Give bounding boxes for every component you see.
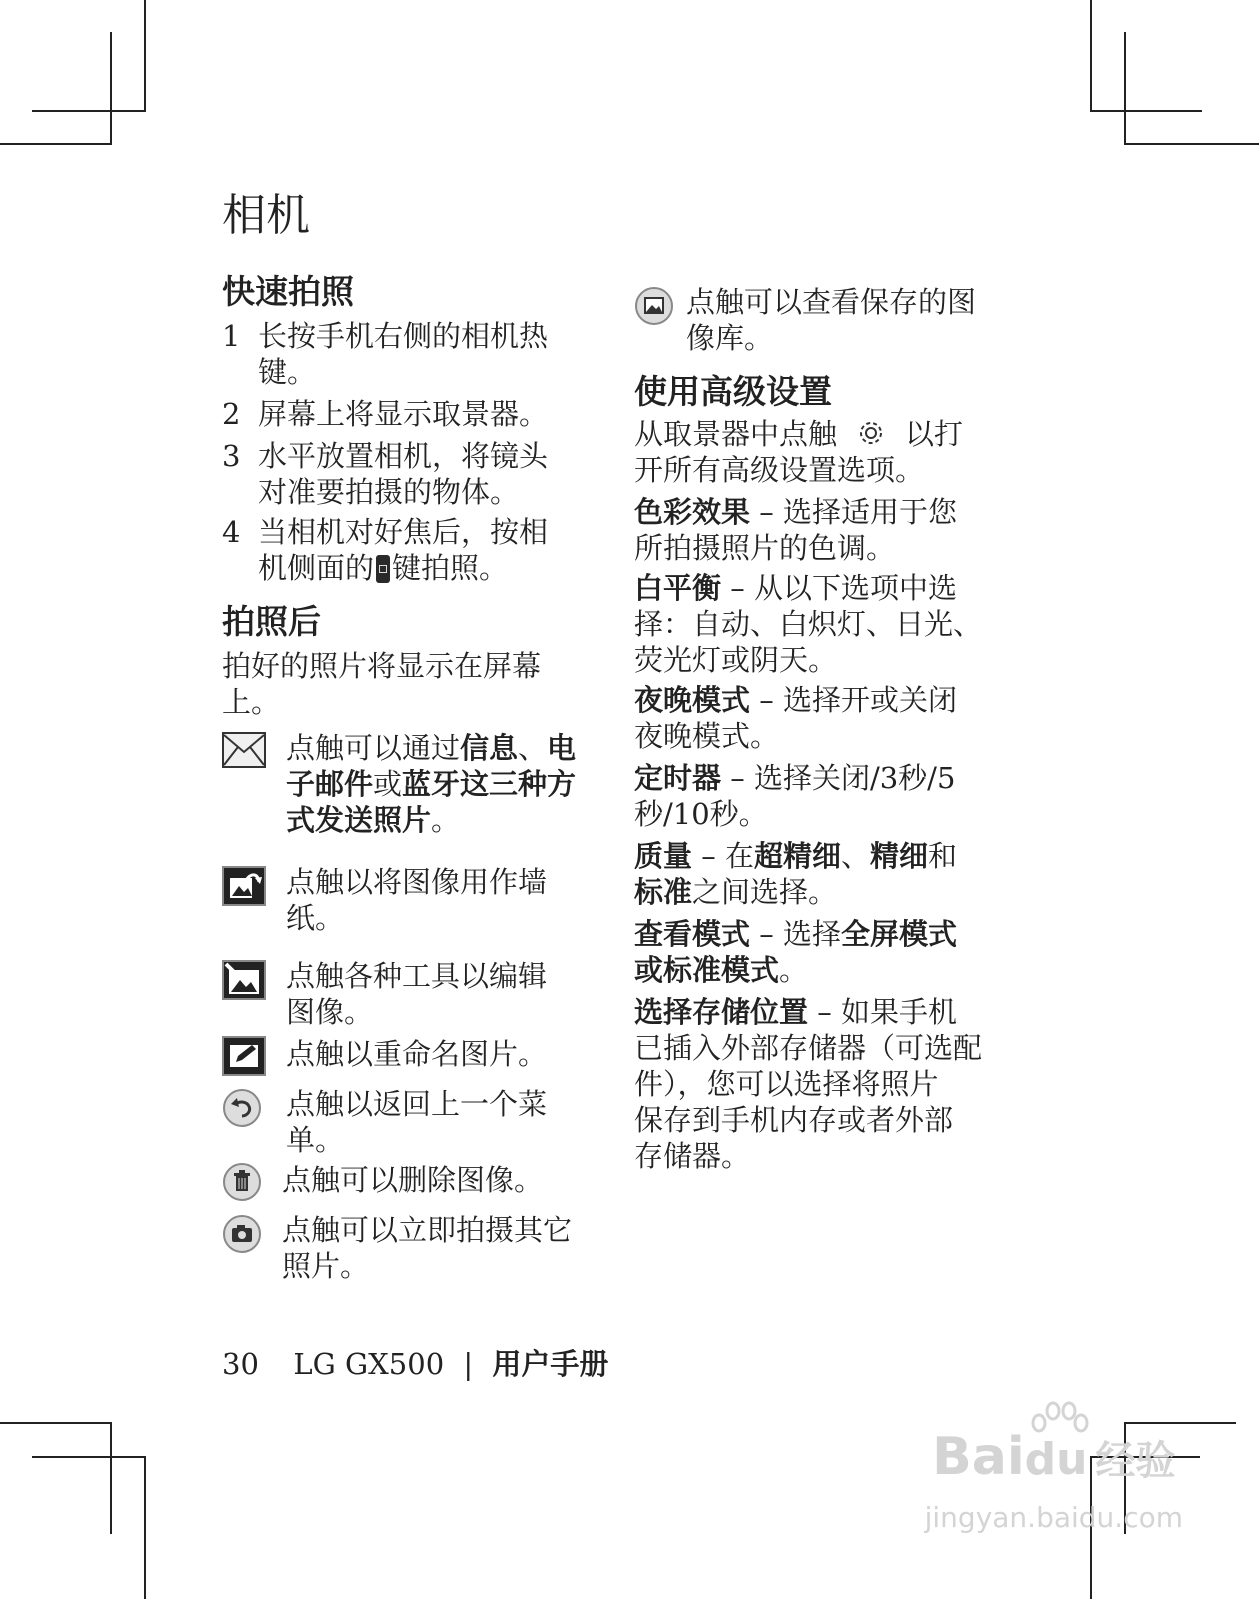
- camera-icon[interactable]: [222, 1214, 262, 1258]
- gallery-text: 点触可以查看保存的图 像库。: [686, 285, 977, 355]
- back-text: 点触以返回上一个菜 单。: [286, 1087, 548, 1157]
- crop-mark: [1124, 143, 1259, 145]
- crop-mark: [1090, 110, 1202, 112]
- setting-color-effect: 色彩效果 – 选择适用于您 所拍摄照片的色调。: [634, 495, 957, 565]
- step-number: 4: [222, 515, 241, 549]
- setting-night-mode: 夜晚模式 – 选择开或关闭 夜晚模式。: [634, 683, 957, 753]
- heading-advanced-settings: 使用高级设置: [634, 372, 832, 411]
- setting-white-balance: 白平衡 – 从以下选项中选 择：自动、白炽灯、日光、 荧光灯或阴天。: [634, 571, 983, 677]
- crop-mark: [32, 110, 146, 112]
- crop-mark: [110, 1422, 112, 1534]
- delete-text: 点触可以删除图像。: [282, 1163, 544, 1197]
- step-number: 2: [222, 397, 241, 431]
- step-text: 屏幕上将显示取景器。: [258, 397, 549, 431]
- crop-mark: [144, 0, 146, 112]
- model-name: LG GX500: [293, 1347, 445, 1381]
- step-number: 1: [222, 319, 241, 353]
- back-icon[interactable]: [222, 1088, 262, 1132]
- gear-icon: [851, 418, 891, 448]
- setting-storage-location: 选择存储位置 – 如果手机 已插入外部存储器（可选配 件），您可以选择将照片 保存到手机内存或者外部 存储器。: [634, 995, 983, 1173]
- watermark-brand: Bai: [932, 1427, 1025, 1487]
- crop-mark: [110, 32, 112, 144]
- crop-mark: [0, 1422, 112, 1424]
- advanced-intro: 从取景器中点触 以打 开所有高级设置选项。: [634, 417, 964, 487]
- crop-mark: [1124, 32, 1126, 144]
- rename-text: 点触以重命名图片。: [286, 1037, 548, 1071]
- paw-icon: [1029, 1401, 1089, 1435]
- heading-after-shot: 拍照后: [222, 602, 321, 641]
- step-text: 长按手机右侧的相机热 键。: [258, 319, 549, 389]
- setting-timer: 定时器 – 选择关闭/3秒/5 秒/10秒。: [634, 761, 956, 831]
- heading-quick-shot: 快速拍照: [222, 272, 354, 311]
- wallpaper-text: 点触以将图像用作墙 纸。: [286, 865, 548, 935]
- crop-mark: [1090, 0, 1092, 112]
- step-text: 水平放置相机，将镜头 对准要拍摄的物体。: [258, 439, 549, 509]
- edit-image-icon[interactable]: [222, 960, 266, 1004]
- page-number: 30: [222, 1347, 259, 1381]
- setting-quality: 质量 – 在超精细、精细和 标准之间选择。: [634, 839, 958, 909]
- trash-icon[interactable]: [222, 1162, 262, 1206]
- crop-mark: [144, 1456, 146, 1599]
- crop-mark: [0, 143, 112, 145]
- crop-mark: [32, 1456, 146, 1458]
- watermark: Baidu 经验 jingyan.baidu.com: [925, 1405, 1183, 1535]
- send-photo-text: 点触可以通过信息、电 子邮件或蓝牙这三种方 式发送照片。: [286, 731, 577, 837]
- shoot-again-text: 点触可以立即拍摄其它 照片。: [282, 1213, 573, 1283]
- wallpaper-icon[interactable]: [222, 866, 266, 910]
- camera-key-icon: [376, 555, 390, 583]
- edit-image-text: 点触各种工具以编辑 图像。: [286, 959, 548, 1029]
- step-text: 当相机对好焦后，按相 机侧面的 键拍照。: [258, 515, 549, 585]
- after-intro: 拍好的照片将显示在屏幕 上。: [222, 649, 542, 719]
- rename-icon[interactable]: [222, 1036, 266, 1080]
- page-title: 相机: [222, 190, 310, 241]
- footer-divider: |: [463, 1347, 474, 1381]
- page-footer: [222, 1346, 608, 1382]
- setting-view-mode: 查看模式 – 选择全屏模式 或标准模式。: [634, 917, 957, 987]
- gallery-icon[interactable]: [634, 286, 674, 330]
- envelope-icon[interactable]: [222, 732, 266, 772]
- step-number: 3: [222, 439, 241, 473]
- watermark-url: jingyan.baidu.com: [924, 1501, 1183, 1534]
- manual-label: 用户手册: [492, 1347, 609, 1381]
